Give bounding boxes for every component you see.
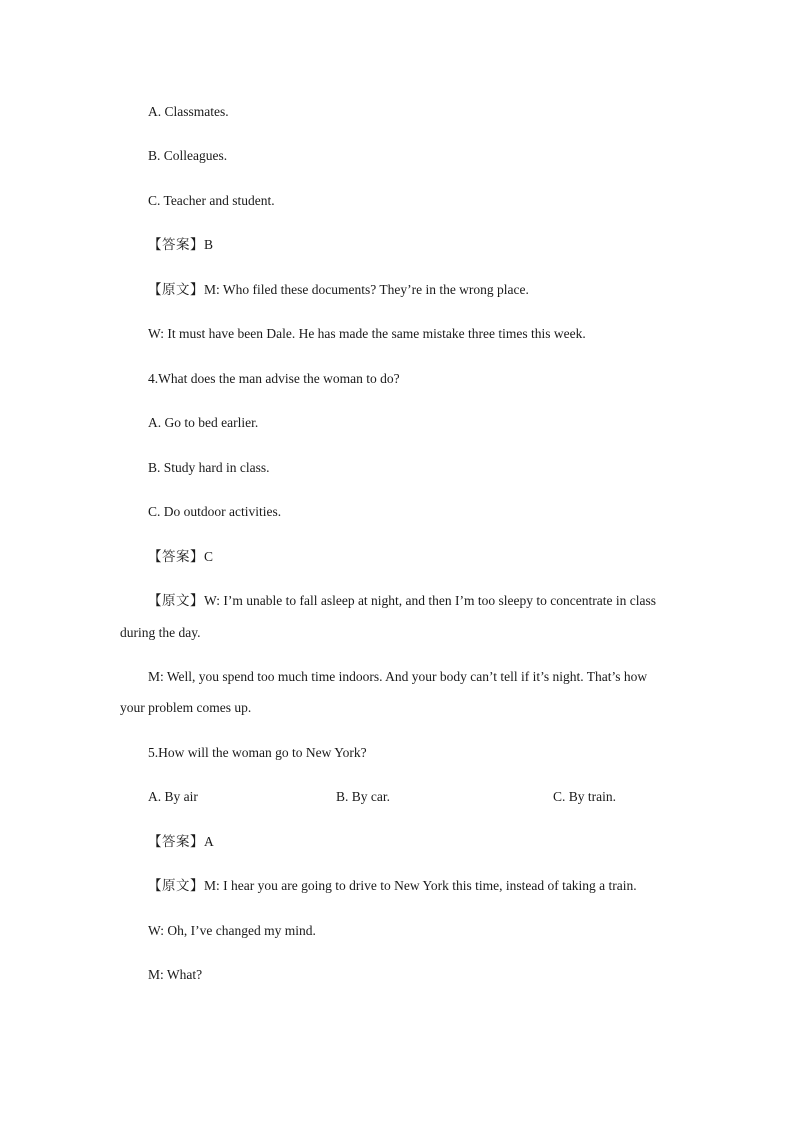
q4-option-a: A. Go to bed earlier. [148, 415, 259, 430]
q5-script-line-2: W: Oh, I’ve changed my mind. [148, 923, 316, 938]
q5-script-line-3: M: What? [148, 967, 203, 982]
q5-question: 5.How will the woman go to New York? [148, 745, 367, 760]
answer-value: C [204, 549, 214, 564]
script-text: M: I hear you are going to drive to New York this time, instead of taking a train. [204, 878, 637, 893]
q5-script-line-1 [148, 877, 637, 895]
q5-option-a: A. By air [148, 789, 198, 804]
q3-script-line-1 [148, 281, 529, 299]
q4-option-b: B. Study hard in class. [148, 460, 270, 475]
answer-tag: 【答案】 [148, 834, 204, 849]
q5-option-c: C. By train. [553, 789, 616, 804]
q3-script-line-2: W: It must have been Dale. He has made the same mistake three times this week. [148, 326, 586, 341]
q4-option-c: C. Do outdoor activities. [148, 504, 282, 519]
q3-option-b: B. Colleagues. [148, 148, 228, 163]
q4-script-line-2b: your problem comes up. [120, 700, 252, 715]
q3-option-a: A. Classmates. [148, 104, 229, 119]
script-text: M: Who filed these documents? They’re in the wrong place. [204, 282, 529, 297]
q5-answer [148, 833, 214, 851]
q4-question: 4.What does the man advise the woman to do? [148, 371, 400, 386]
q4-script-line-1b: during the day. [120, 625, 201, 640]
q4-answer [148, 548, 213, 566]
script-tag: 【原文】 [148, 878, 204, 893]
answer-value: B [204, 237, 214, 252]
answer-value: A [204, 834, 214, 849]
q3-answer [148, 236, 213, 254]
answer-tag: 【答案】 [148, 237, 204, 252]
q4-script-line-1a [148, 592, 656, 610]
q5-option-b: B. By car. [336, 789, 390, 804]
script-tag: 【原文】 [148, 593, 204, 608]
q3-option-c: C. Teacher and student. [148, 193, 275, 208]
answer-tag: 【答案】 [148, 549, 204, 564]
script-text: W: I’m unable to fall asleep at night, and then I’m too sleepy to concentrate in class [204, 593, 656, 608]
script-tag: 【原文】 [148, 282, 204, 297]
q4-script-line-2a: M: Well, you spend too much time indoors. And your body can’t tell if it’s night. That’s how [148, 669, 648, 684]
